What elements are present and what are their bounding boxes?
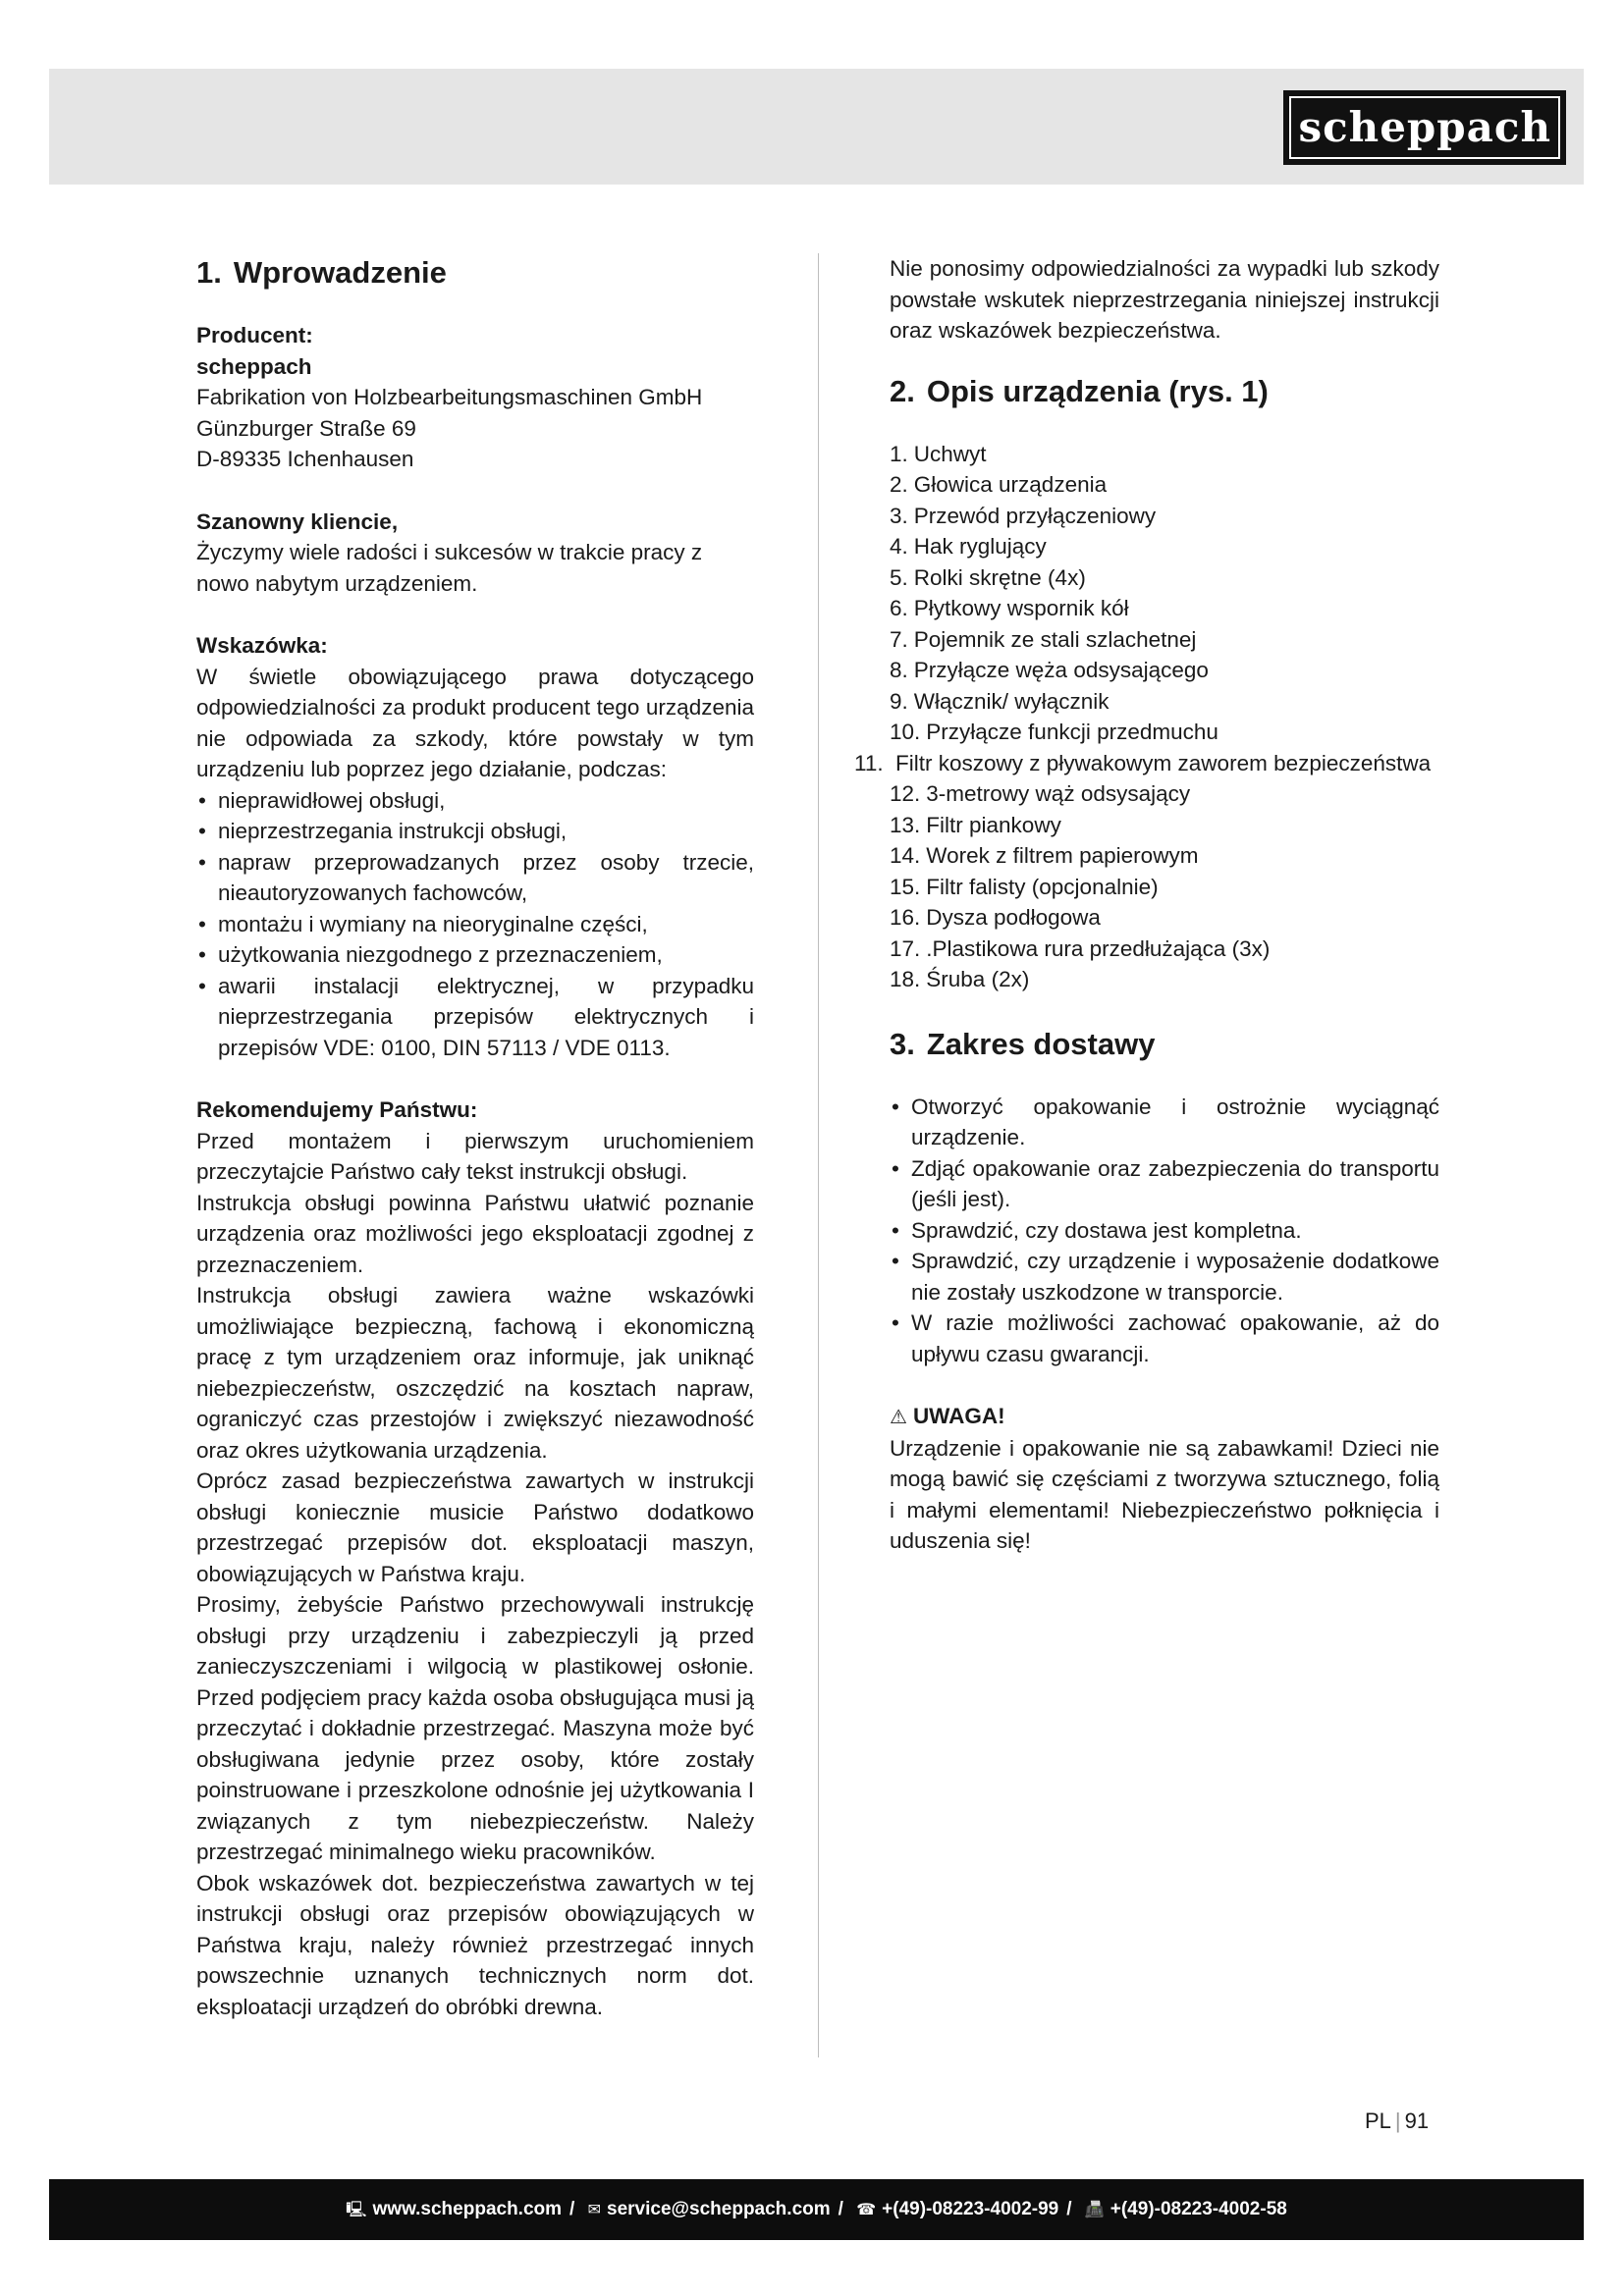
recommend-block <box>196 1095 754 2022</box>
email-icon: ✉ <box>587 2200 601 2218</box>
list-item: 13. Filtr piankowy <box>890 812 1061 837</box>
recommend-label: Rekomendujemy Państwu: <box>196 1097 478 1122</box>
paragraph: Instrukcja obsługi powinna Państwu ułatwić poznanie urządzenia oraz możliwości jego eksploatacji zgodnej z przeznaczeniem. <box>196 1190 754 1277</box>
list-item: • nieprzestrzegania instrukcji obsługi, <box>196 816 754 847</box>
column-divider <box>818 253 819 2057</box>
list-item: • Sprawdzić, czy dostawa jest kompletna. <box>890 1215 1439 1247</box>
list-item: 1. Uchwyt <box>890 441 987 466</box>
warning-heading: ⚠ UWAGA! <box>890 1404 1005 1428</box>
footer-phone: +(49)-08223-4002-99 <box>882 2199 1059 2219</box>
address-line: D-89335 Ichenhausen <box>196 447 414 471</box>
list-item: • Otworzyć opakowanie i ostrożnie wyciągnąć urządzenie. <box>890 1092 1439 1153</box>
list-item: • W razie możliwości zachować opakowanie, aż do upływu czasu gwarancji. <box>890 1308 1439 1369</box>
list-item: 9. Włącznik/ wyłącznik <box>890 688 1110 714</box>
delivery-bullet-list <box>890 1092 1439 1370</box>
right-column <box>854 253 1439 1557</box>
scheppach-logo: scheppach <box>1283 90 1566 165</box>
warning-triangle-icon: ⚠ <box>890 1405 907 1428</box>
list-item: 2. Głowica urządzenia <box>890 472 1108 497</box>
paragraph: Oprócz zasad bezpieczeństwa zawartych w instrukcji obsługi koniecznie musicie Państwo dodatkowo przestrzegać przepisów dot. eksploatacji maszyn, obowiązujących w Państwa kraju. <box>196 1468 754 1586</box>
producer-name: scheppach <box>196 353 312 379</box>
section-1-heading: 1. Wprowadzenie <box>196 255 447 290</box>
list-item: 14. Worek z filtrem papierowym <box>890 843 1199 868</box>
note-bullet-list <box>196 785 754 1064</box>
list-item: • użytkowania niezgodnego z przeznaczeniem, <box>196 939 754 971</box>
dear-customer-block <box>196 507 754 600</box>
list-item: • montażu i wymiany na nieoryginalne części, <box>196 909 754 940</box>
list-item: • Sprawdzić, czy urządzenie i wyposażenie dodatkowe nie zostały uszkodzone w transporcie. <box>890 1246 1439 1308</box>
header-band <box>49 69 1584 185</box>
phone-icon: ☎ <box>856 2200 877 2218</box>
parts-list <box>854 439 1439 995</box>
list-item: 15. Filtr falisty (opcjonalnie) <box>890 874 1159 899</box>
list-item: 11. Filtr koszowy z pływakowym zaworem bezpieczeństwa <box>854 750 1432 775</box>
dear-text: Życzymy wiele radości i sukcesów w trakcie pracy z nowo nabytym urządzeniem. <box>196 540 703 596</box>
section-3-heading: 3. Zakres dostawy <box>890 1026 1156 1061</box>
producer-block <box>196 320 754 475</box>
list-item: • nieprawidłowej obsługi, <box>196 785 754 817</box>
list-item: 8. Przyłącze węża odsysającego <box>890 658 1209 682</box>
paragraph: Instrukcja obsługi zawiera ważne wskazówki umożliwiające bezpieczną, fachową i ekonomiczną pracę z tym urządzeniem oraz informuje, jak uniknąć niebezpieczeństw, oszczędzić na kosztach napraw, ograniczyć czas przestojów i zwiększyć niezawodność oraz okres użytkowania urządzenia. <box>196 1283 754 1463</box>
dear-label: Szanowny kliencie, <box>196 508 399 534</box>
list-item: 12. 3-metrowy wąż odsysający <box>890 781 1191 806</box>
list-item: • Zdjąć opakowanie oraz zabezpieczenia do transportu (jeśli jest). <box>890 1153 1439 1215</box>
fax-icon: 📠 <box>1084 2200 1105 2218</box>
address-line: Günzburger Straße 69 <box>196 415 416 441</box>
note-block <box>196 630 754 1063</box>
note-label: Wskazówka: <box>196 633 328 658</box>
warning-text: Urządzenie i opakowanie nie są zabawkami! Dzieci nie mogą bawić się częściami z tworzywa sztucznego, folią i małymi elementami! Niebezpieczeństwo połknięcia i uduszenia się! <box>890 1435 1439 1553</box>
list-item: 3. Przewód przyłączeniowy <box>890 503 1157 528</box>
computer-icon: 🖳 <box>346 2200 367 2218</box>
liability-text: Nie ponosimy odpowiedzialności za wypadki lub szkody powstałe wskutek nieprzestrzegania niniejszej instrukcji oraz wskazówek bezpieczeństwa. <box>890 256 1439 343</box>
list-item: • awarii instalacji elektrycznej, w przypadku nieprzestrzegania przepisów elektrycznych i przepisów VDE: 0100, DIN 57113 / VDE 0113. <box>196 971 754 1064</box>
footer-email-link[interactable]: service@scheppach.com <box>607 2199 831 2219</box>
paragraph: Prosimy, żebyście Państwo przechowywali instrukcję obsługi przy urządzeniu i zabezpieczyli ją przed zanieczyszczeniami i wilgocią w plastikowej osłonie. Przed podjęciem pracy każda osoba obsługująca musi ją przeczytać i dokładnie przestrzegać. Maszyna może być obsługiwana jedynie przez osoby, które zostały poinstruowane i przeszkolone odnośnie jej użytkowania I związanych z tym niebezpieczeństw. Należy przestrzegać minimalnego wieku pracowników. <box>196 1592 754 1864</box>
note-text: W świetle obowiązującego prawa dotyczącego odpowiedzialności za produkt producent tego urządzenia nie odpowiada za szkody, które powstały w tym urządzeniu lub poprzez jego działanie, podczas: <box>196 664 754 781</box>
list-item: 18. Śruba (2x) <box>890 967 1030 991</box>
page-number: PL | 91 <box>1365 2109 1430 2133</box>
producer-label: Producent: <box>196 323 313 347</box>
list-item: 16. Dysza podłogowa <box>890 905 1101 930</box>
paragraph: Obok wskazówek dot. bezpieczeństwa zawartych w tej instrukcji obsługi oraz przepisów obowiązujących w Państwa kraju, należy również przestrzegać innych powszechnie uznanych technicznych norm dot. eksploatacji urządzeń do obróbki drewna. <box>196 1870 754 2019</box>
list-item: 10. Przyłącze funkcji przedmuchu <box>890 720 1218 744</box>
list-item: 17. .Plastikowa rura przedłużająca (3x) <box>890 935 1271 961</box>
left-column <box>196 253 754 2022</box>
list-item: 5. Rolki skrętne (4x) <box>890 564 1086 590</box>
list-item: 4. Hak ryglujący <box>890 534 1047 559</box>
footer-fax: +(49)-08223-4002-58 <box>1110 2199 1287 2219</box>
section-2-heading: 2. Opis urządzenia (rys. 1) <box>890 373 1269 408</box>
list-item: 6. Płytkowy wspornik kół <box>890 596 1129 620</box>
list-item: 7. Pojemnik ze stali szlachetnej <box>890 626 1197 652</box>
list-item: • napraw przeprowadzanych przez osoby trzecie, nieautoryzowanych fachowców, <box>196 847 754 909</box>
footer-bar: 🖳 www.scheppach.com / ✉ service@scheppach.com / ☎ +(49)-08223-4002-99 / 📠 +(49)-08223-4002-58 <box>49 2179 1584 2240</box>
paragraph: Przed montażem i pierwszym uruchomieniem przeczytajcie Państwo cały tekst instrukcji obsługi. <box>196 1128 754 1184</box>
footer-web-link[interactable]: www.scheppach.com <box>372 2199 563 2219</box>
address-line: Fabrikation von Holzbearbeitungsmaschinen GmbH <box>196 385 703 409</box>
